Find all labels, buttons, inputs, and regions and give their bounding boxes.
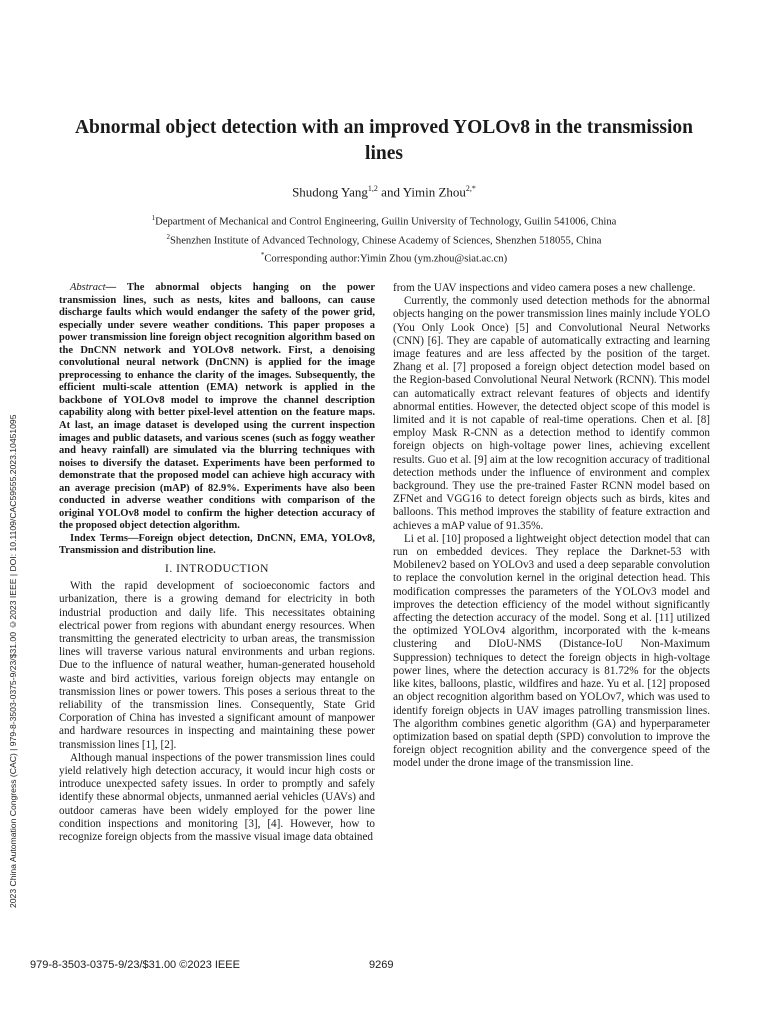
body-paragraph: Li et al. [10] proposed a lightweight object detection model that can run on embedded devices. They replace the Darknet-53 with Mobilenev2 based on YOLOv3 and used a deep separable convolution to replace the convolution kernel in the original detection head. This modification compresses the parameters of the YOLOv3 model and improves the detection efficiency of the model without significantly affecting the detection accuracy of the model. Song et al. [11] utilized the optimized YOLOv4 algorithm, incorporated with the k-means clustering and DIoU-NMS (Distance-IoU Non-Maximum Suppression) techniques to detect the foreign objects in high-voltage power lines, where the detection accuracy is 81.72% for the objects like kites, balloons, plastic, wildfires and haze. Yu et al. [12] proposed an object recognition algorithm based on YOLOv7, which was used to identify foreign objects in UAV images patrolling transmission lines. The algorithm combines genetic algorithm (GA) and hyperparameter optimization based on spatial depth (SPD) convolution to improve the foreign object recognition ability and the convergence speed of the model under the drone image of the transmission line.: [393, 532, 710, 770]
affiliation-text: Corresponding author:Yimin Zhou (ym.zhou@siat.ac.cn): [264, 253, 508, 265]
affiliation-marker: 2: [166, 232, 171, 241]
affiliation-text: Department of Mechanical and Control Engineering, Guilin University of Technology, Guilin 541006, China: [155, 216, 617, 228]
body-paragraph: Currently, the commonly used detection methods for the abnormal objects hanging on the power transmission lines mainly include YOLO (You Only Look Once) [5] and Convolutional Neural Networks (CNN) [6]. They are capable of automatically extracting and learning image features and are less affected by the position of the target. Zhang et al. [7] proposed a foreign object detection model based on the Region-based Convolutional Neural Network (RCNN). This model can automatically extract relevant features of objects and identify abnormal entities. However, the detected object scope of this model is limited and it is not capable of real-time operations. Chen et al. [8] employ Mask R-CNN as a detection method to identify common foreign objects on high-voltage power lines, achieving excellent results. Guo et al. [9] aim at the low recognition accuracy of traditional detection methods under the influence of environment and complex background. They use the pre-trained Faster RCNN model based on ZFNet and VGG16 to detect foreign objects such as birds, kites and balloons. This method improves the stability of feature extraction and achieves a mAP value of 91.35%.: [393, 295, 710, 532]
body-paragraph: With the rapid development of socioeconomic factors and urbanization, there is a growing demand for electricity in both industrial production and daily life. This necessitates obtaining electrical power from regions with abundant energy resources. When transmitting the generated electricity to urban areas, the transmission lines will traverse various natural environments and urban regions. Due to the influence of natural weather, human-generated household waste and bird activities, various foreign objects may entangle on transmission lines or power towers. This poses a serious threat to the reliability of the transmission lines. Consequently, State Grid Corporation of China has invested a significant amount of manpower and hardware resources in inspecting and maintaining these power transmission lines [1], [2].: [59, 580, 375, 751]
right-column: [393, 282, 710, 771]
left-column: [59, 282, 375, 844]
abstract-text: — The abnormal objects hanging on the power transmission lines, such as nests, kites and balloons, can cause discharge faults which would endanger the safety of the power grid, especially under severe weather conditions. This paper proposes a power transmission line foreign object recognition algorithm based on the DnCNN network and YOLOv8 network. First, a denoising convolutional neural network (DnCNN) is applied for the image preprocessing to enhance the clarity of the images. Subsequently, the efficient multi-scale attention (EMA) network is applied in the backbone of YOLOv8 model to improve the channel description capability along with better pixel-level attention on the feature maps. At last, an image dataset is developed using the current inspection images and public datasets, and various scenes (such as foggy weather and heavy rainfall) are simulated via the blurring techniques with noises to diversify the dataset. Experiments have been performed to demonstrate that the proposed model can achieve high accuracy with an average precision (mAP) of 82.9%. Experiments have also been conducted in adverse weather conditions with comparison of the original YOLOv8 model to confirm the higher detection accuracy of the proposed object detection algorithm.: [59, 282, 375, 532]
affiliation-marker: *: [260, 251, 265, 260]
author-separator: and: [377, 184, 403, 200]
side-doi-stamp: 2023 China Automation Congress (CAC) | 979-8-3503-0375-9/23/$31.00 ©2023 IEEE | DOI: 10.1109/CAC59555.2023.10451095: [8, 414, 18, 908]
section-heading: I. INTRODUCTION: [165, 563, 269, 576]
author-line: [70, 181, 698, 200]
affiliation-line: [70, 230, 698, 249]
abstract: [59, 282, 375, 533]
author-name: Yimin Zhou: [402, 184, 466, 200]
affiliation-text: Shenzhen Institute of Advanced Technology, Chinese Academy of Sciences, Shenzhen 518055, China: [170, 235, 602, 247]
author-superscript: 1,2: [367, 184, 378, 193]
author-superscript: 2,*: [465, 184, 476, 193]
affiliation-line: [70, 248, 698, 267]
index-terms: Index Terms—Foreign object detection, DnCNN, EMA, YOLOv8, Transmission and distribution line.: [59, 532, 375, 557]
affiliation-line: [70, 211, 698, 230]
page-number: 9269: [369, 959, 394, 971]
body-paragraph: Although manual inspections of the power transmission lines could yield relatively high detection accuracy, it would incur high costs or introduce unexpected safety issues. In order to promptly and safely identify these abnormal objects, unmanned aerial vehicles (UAVs) and outdoor cameras have been widely employed for the power line condition inspections and monitoring [3], [4]. However, how to recognize foreign objects from the massive visual image data obtained: [59, 751, 375, 844]
author-name: Shudong Yang: [292, 184, 368, 200]
body-paragraph-continued: from the UAV inspections and video camera poses a new challenge.: [393, 282, 696, 294]
paper-title: Abnormal object detection with an improved YOLOv8 in the transmission lines: [74, 117, 694, 164]
footer-copyright: 979-8-3503-0375-9/23/$31.00 ©2023 IEEE: [30, 959, 240, 971]
affiliation-marker: 1: [151, 214, 156, 222]
abstract-label: Abstract: [70, 282, 106, 293]
affiliation-block: [70, 211, 698, 267]
